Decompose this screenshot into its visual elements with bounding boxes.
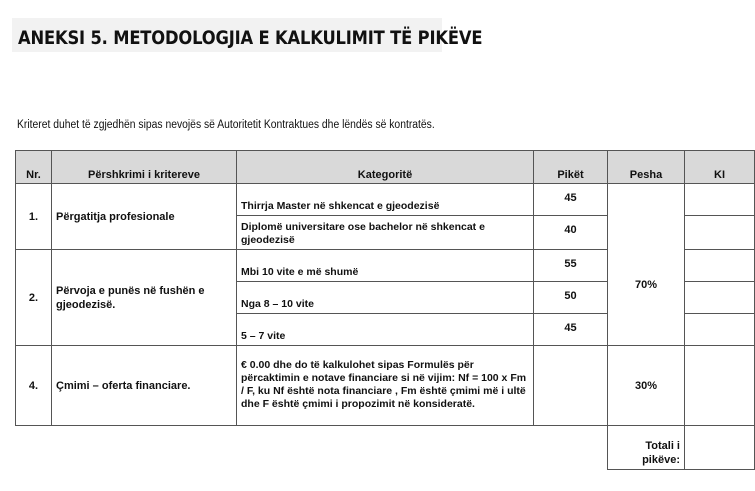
points-cell: 45 xyxy=(534,184,608,216)
total-label: Totali i pikëve: xyxy=(608,426,685,470)
points-cell: 55 xyxy=(534,250,608,282)
points-cell: 50 xyxy=(534,282,608,314)
subtitle: Kriteret duhet të zgjedhën sipas nevojës së Autoritetit Kontraktues dhe lëndës së kontratës. xyxy=(17,119,435,131)
ki-cell xyxy=(685,282,755,314)
category-cell: € 0.00 dhe do të kalkulohet sipas Formulës për përcaktimin e notave financiare si në vijim: Nf = 100 x Fm / F, ku Nf është nota financiare , Fm është çmimi më i ultë dhe F është çmimi i propozimit në konsideratë. xyxy=(237,346,534,426)
weight-cell: 30% xyxy=(608,346,685,426)
total-value-cell xyxy=(685,426,755,470)
category-cell: Diplomë universitare ose bachelor në shkencat e gjeodezisë xyxy=(237,216,534,250)
total-row xyxy=(16,426,755,470)
scoring-table xyxy=(15,150,755,470)
points-cell xyxy=(534,346,608,426)
category-cell: Nga 8 – 10 vite xyxy=(237,282,534,314)
row-nr: 4. xyxy=(16,346,52,426)
row-criteria: Çmimi – oferta financiare. xyxy=(52,346,237,426)
header-category: Kategoritë xyxy=(237,151,534,184)
table-row xyxy=(16,184,755,216)
ki-cell xyxy=(685,346,755,426)
ki-cell xyxy=(685,216,755,250)
category-cell: Mbi 10 vite e më shumë xyxy=(237,250,534,282)
header-weight: Pesha xyxy=(608,151,685,184)
category-cell: 5 – 7 vite xyxy=(237,314,534,346)
ki-cell xyxy=(685,250,755,282)
header-points: Pikët xyxy=(534,151,608,184)
row-criteria: Përgatitja profesionale xyxy=(52,184,237,250)
ki-cell xyxy=(685,314,755,346)
table-header-row xyxy=(16,151,755,184)
row-criteria: Përvoja e punës në fushën e gjeodezisë. xyxy=(52,250,237,346)
header-ki: KI xyxy=(685,151,755,184)
points-cell: 45 xyxy=(534,314,608,346)
header-nr: Nr. xyxy=(16,151,52,184)
table-row xyxy=(16,346,755,426)
points-cell: 40 xyxy=(534,216,608,250)
row-nr: 2. xyxy=(16,250,52,346)
category-cell: Thirrja Master në shkencat e gjeodezisë xyxy=(237,184,534,216)
row-nr: 1. xyxy=(16,184,52,250)
header-criteria: Përshkrimi i kritereve xyxy=(52,151,237,184)
ki-cell xyxy=(685,184,755,216)
weight-cell: 70% xyxy=(608,184,685,346)
page-title: ANEKSI 5. METODOLOGJIA E KALKULIMIT TË PIKËVE xyxy=(18,27,483,49)
